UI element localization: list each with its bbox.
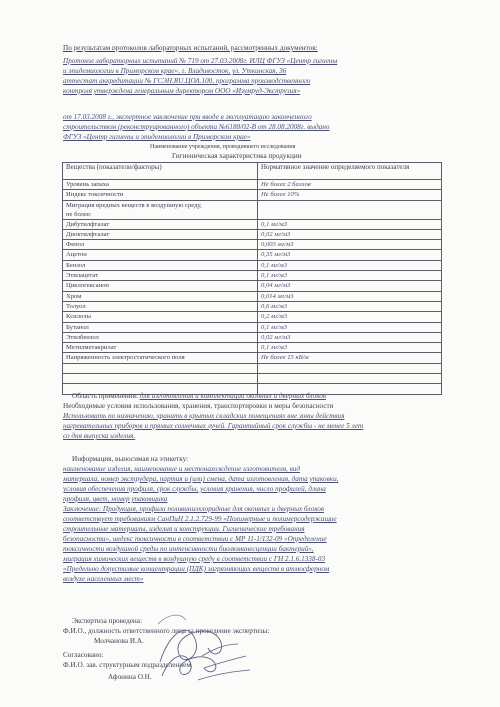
conclusion-2-line-2: соответствует требованиям СанПиН 2.1.2.729-99 «Полимерные и полимерсодержащие bbox=[63, 515, 337, 523]
table-row: Дибутилфталат 0,1 мг/м3 bbox=[63, 219, 442, 229]
table-row: Этилбензол 0,02 мг/м3 bbox=[63, 332, 442, 342]
label-info-line-2: материала, номер экструдера, партия и (или) смена, дата изготовления, дата упаковки, bbox=[63, 475, 339, 483]
table-row bbox=[63, 363, 442, 373]
conditions-line-1: Использовать по назначению, хранить в крытых складских помещениях вне зоны действия bbox=[63, 412, 345, 420]
conclusion-line-2: строительством (реконструированного) объекта №6188/02-В от 28.08.2008г. выдано bbox=[63, 123, 330, 131]
conclusion-line-1: от 17.03.2008 г., экспертное заключение при вводе в эксплуатацию законченного bbox=[63, 113, 312, 121]
agreed-label: Согласовано: bbox=[63, 651, 104, 659]
table-row: Ксилолы 0,2 мг/м3 bbox=[63, 312, 442, 322]
conditions-line-2: нагревательных приборов и прямых солнечных лучей. Гарантийный срок службы - не менее 5 лет bbox=[63, 422, 364, 430]
institution-caption: Наименование учреждения, проводившего исследования bbox=[150, 144, 296, 150]
label-info-line-4: профиля, цвет, номер упаковщика bbox=[63, 495, 168, 503]
label-info-line-1: наименование изделия, наименование и местонахождение изготовителя, вид bbox=[63, 465, 300, 473]
head-name: Афонина О.Н. bbox=[108, 673, 152, 681]
table-row: Бензол 0,1 мг/м3 bbox=[63, 260, 442, 270]
conclusion-2-line-6: миграция химических веществ в воздушную среду в соответствии с ГН 2.1.6.1338-03 bbox=[63, 555, 326, 563]
table-row: Индекс токсичности Не более 10% bbox=[63, 190, 442, 200]
header-substance: Вещества (показатели/факторы) bbox=[63, 163, 258, 180]
protocol-line-2: и эпидемиологии в Приморском крае», г. Владивосток, ул. Уткинская, 36 bbox=[63, 67, 287, 75]
table-row: Ацетон 0,35 мг/м3 bbox=[63, 250, 442, 260]
table-row: Циклогексанон 0,04 мг/м3 bbox=[63, 281, 442, 291]
label-info-line-3: условия обеспечения профиля, срок службы, условия хранения, число профилей, длина bbox=[63, 485, 326, 493]
expertise-done: Экспертиза проведена: bbox=[72, 617, 142, 625]
responsible-name: Молчанова И.А. bbox=[94, 637, 144, 645]
table-row: Хром 0,014 мг/м3 bbox=[63, 291, 442, 301]
table-caption: Гигиеническая характеристика продукции bbox=[172, 152, 302, 160]
conclusion-2-line-1: Заключение: Продукция, профили поливинилхлоридные для оконных и дверных блоков bbox=[63, 505, 324, 513]
conditions-line-3: со дня выпуска изделия. bbox=[63, 432, 136, 440]
conclusion-2-line-8: воздухе населенных мест» bbox=[63, 575, 144, 583]
conclusion-2-line-3: строительные материалы, изделия и конструкции. Гигиенические требования bbox=[63, 525, 305, 533]
table-row: Метилметакрилат 0,1 мг/м3 bbox=[63, 343, 442, 353]
conclusion-2-line-7: «Предельно допустимые концентрации (ПДК) загрязняющих веществ в атмосферном bbox=[63, 565, 330, 573]
table-header-row bbox=[63, 163, 442, 180]
table-row: Толуол 0,6 мг/м3 bbox=[63, 301, 442, 311]
responsible-label: Ф.И.О., должность ответственного лица за проведение экспертизы: bbox=[63, 627, 270, 635]
table-row: Фенол 0,003 мг/м3 bbox=[63, 240, 442, 250]
protocol-line-1: Протокол лабораторных испытаний № 719 от 27.03.2008г. ИЛЦ ФГУЗ «Центр гигиены bbox=[63, 57, 338, 65]
hygienic-table bbox=[62, 162, 442, 395]
intro-line: По результатам протоколов лабораторных испытаний, рассмотренных документов: bbox=[63, 44, 318, 52]
table-row bbox=[63, 374, 442, 384]
handwritten-signature-2 bbox=[150, 640, 260, 690]
table-row: Этилацетат 0,1 мг/м3 bbox=[63, 271, 442, 281]
table-row: Бутанол 0,1 мг/м3 bbox=[63, 322, 442, 332]
table-row: Миграция вредных веществ в воздушную среду, не более: bbox=[63, 200, 442, 219]
conditions-label: Необходимые условия использования, хранения, транспортировки и меры безопасности bbox=[63, 402, 334, 410]
conclusion-2-line-4: безопасности», индекс токсичности в соответствии с МР 11-1/132-09 «Определение bbox=[63, 535, 327, 543]
table-row: Напряженность электростатического поля Не более 15 кВ/м bbox=[63, 353, 442, 363]
conclusion-2-line-5: токсичности воздушной среды по интенсивности биолюминесценции бактерий», bbox=[63, 545, 314, 553]
table-row: Диоктилфталат 0,02 мг/м3 bbox=[63, 229, 442, 239]
table-row: Уровень запаха Не более 2 баллов bbox=[63, 180, 442, 190]
scope-line-1: Область применения: для изготовления и комплектации оконных и дверных блоков bbox=[72, 392, 326, 400]
label-info-label: Информация, выносимая на этикетку: bbox=[72, 455, 189, 463]
head-label: Ф.И.О. зав. структурным подразделением bbox=[63, 661, 191, 669]
protocol-line-4: контроля утверждена генеральным директором ООО «Изумруд-Экструзия» bbox=[63, 87, 301, 95]
protocol-line-3: аттестат аккредитации № ГСЭН.RU.ЦОА.100, программа производственного bbox=[63, 77, 311, 85]
conclusion-line-3: ФГУЗ «Центр гигиены и эпидемиологии в Приморском крае» bbox=[63, 133, 251, 141]
header-norm: Нормативное значение определяемого показателя bbox=[258, 163, 442, 180]
